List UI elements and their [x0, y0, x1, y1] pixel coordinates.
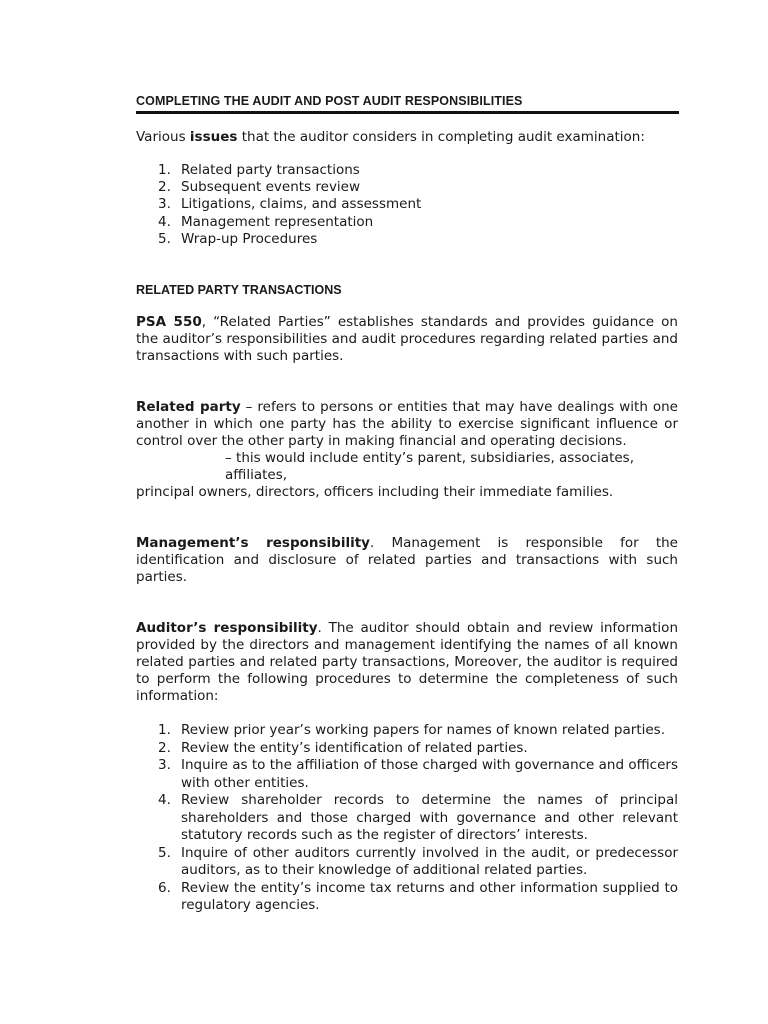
intro-paragraph	[136, 129, 678, 146]
item-text: Related party transactions	[181, 162, 360, 178]
related-party-bold: Related party	[136, 399, 241, 416]
psa-paragraph	[136, 314, 678, 365]
list-item	[136, 792, 678, 845]
item-number: 4.	[158, 213, 171, 230]
intro-pre: Various	[136, 129, 190, 145]
intro-bold: issues	[189, 129, 238, 145]
item-number: 2.	[158, 739, 171, 756]
item-text: Review the entity’s income tax returns and other information supplied to regulatory agencies.	[181, 879, 678, 914]
item-number: 1.	[158, 722, 171, 739]
document-body	[136, 94, 678, 915]
section-heading: RELATED PARTY TRANSACTIONS	[136, 283, 342, 298]
management-bold: Management’s responsibility	[136, 535, 370, 552]
list-item	[136, 722, 678, 740]
psa-text: , “Related Parties” establishes standards and provides guidance on the auditor’s responsibilities and audit procedures regarding related parties and transactions with such parties.	[136, 314, 678, 365]
list-item	[136, 231, 678, 248]
document-title: COMPLETING THE AUDIT AND POST AUDIT RESPONSIBILITIES	[136, 94, 679, 114]
psa-bold: PSA 550	[136, 314, 202, 331]
item-text: Review the entity’s identification of related parties.	[181, 739, 528, 756]
list-item	[136, 162, 678, 179]
auditor-bold: Auditor’s responsibility	[136, 620, 318, 637]
management-paragraph	[136, 535, 678, 586]
item-number: 6.	[158, 879, 171, 896]
item-text: Inquire as to the affiliation of those charged with governance and officers with other entities.	[181, 757, 678, 791]
item-number: 2.	[158, 179, 171, 196]
list-item	[136, 740, 678, 758]
list-item	[136, 179, 678, 196]
related-party-continuation-2: principal owners, directors, officers including their immediate families.	[136, 484, 614, 501]
list-item	[136, 757, 678, 792]
item-number: 3.	[158, 196, 171, 213]
item-number: 5.	[158, 230, 171, 247]
item-text: Management representation	[181, 213, 374, 230]
item-text: Review shareholder records to determine the names of principal shareholders and those charged with governance and other relevant statutory records such as the register of directors’ interests.	[181, 792, 678, 844]
related-party-continuation: – this would include entity’s parent, subsidiaries, associates, affiliates,	[225, 450, 635, 484]
item-number: 3.	[158, 757, 171, 774]
list-item	[136, 196, 678, 213]
auditor-text: . The auditor should obtain and review information provided by the directors and management identifying the names of all known related parties and related party transactions, Moreover, the auditor is required to perform the following procedures to determine the completeness of such information:	[136, 620, 678, 705]
procedures-list	[136, 722, 678, 915]
related-party-paragraph	[136, 399, 678, 450]
item-text: Subsequent events review	[181, 179, 361, 196]
management-text: . Management is responsible for the identification and disclosure of related parties and transactions with such parties.	[136, 535, 678, 586]
intro-post: that the auditor considers in completing audit examination:	[237, 129, 645, 145]
item-number: 5.	[158, 844, 171, 861]
item-text: Litigations, claims, and assessment	[181, 196, 422, 213]
list-item	[136, 880, 678, 915]
related-party-text: – refers to persons or entities that may have dealings with one another in which one party has the ability to exercise significant influence or control over the other party in making financial and operating decisions.	[136, 399, 678, 450]
item-text: Wrap-up Procedures	[181, 230, 318, 247]
issues-list	[136, 162, 678, 248]
auditor-paragraph	[136, 620, 678, 705]
list-item	[136, 214, 678, 231]
item-text: Inquire of other auditors currently involved in the audit, or predecessor auditors, as to their knowledge of additional related parties.	[181, 844, 678, 879]
list-item	[136, 845, 678, 880]
item-number: 4.	[158, 792, 171, 809]
item-text: Review prior year’s working papers for names of known related parties.	[181, 722, 665, 739]
item-number: 1.	[158, 162, 171, 178]
